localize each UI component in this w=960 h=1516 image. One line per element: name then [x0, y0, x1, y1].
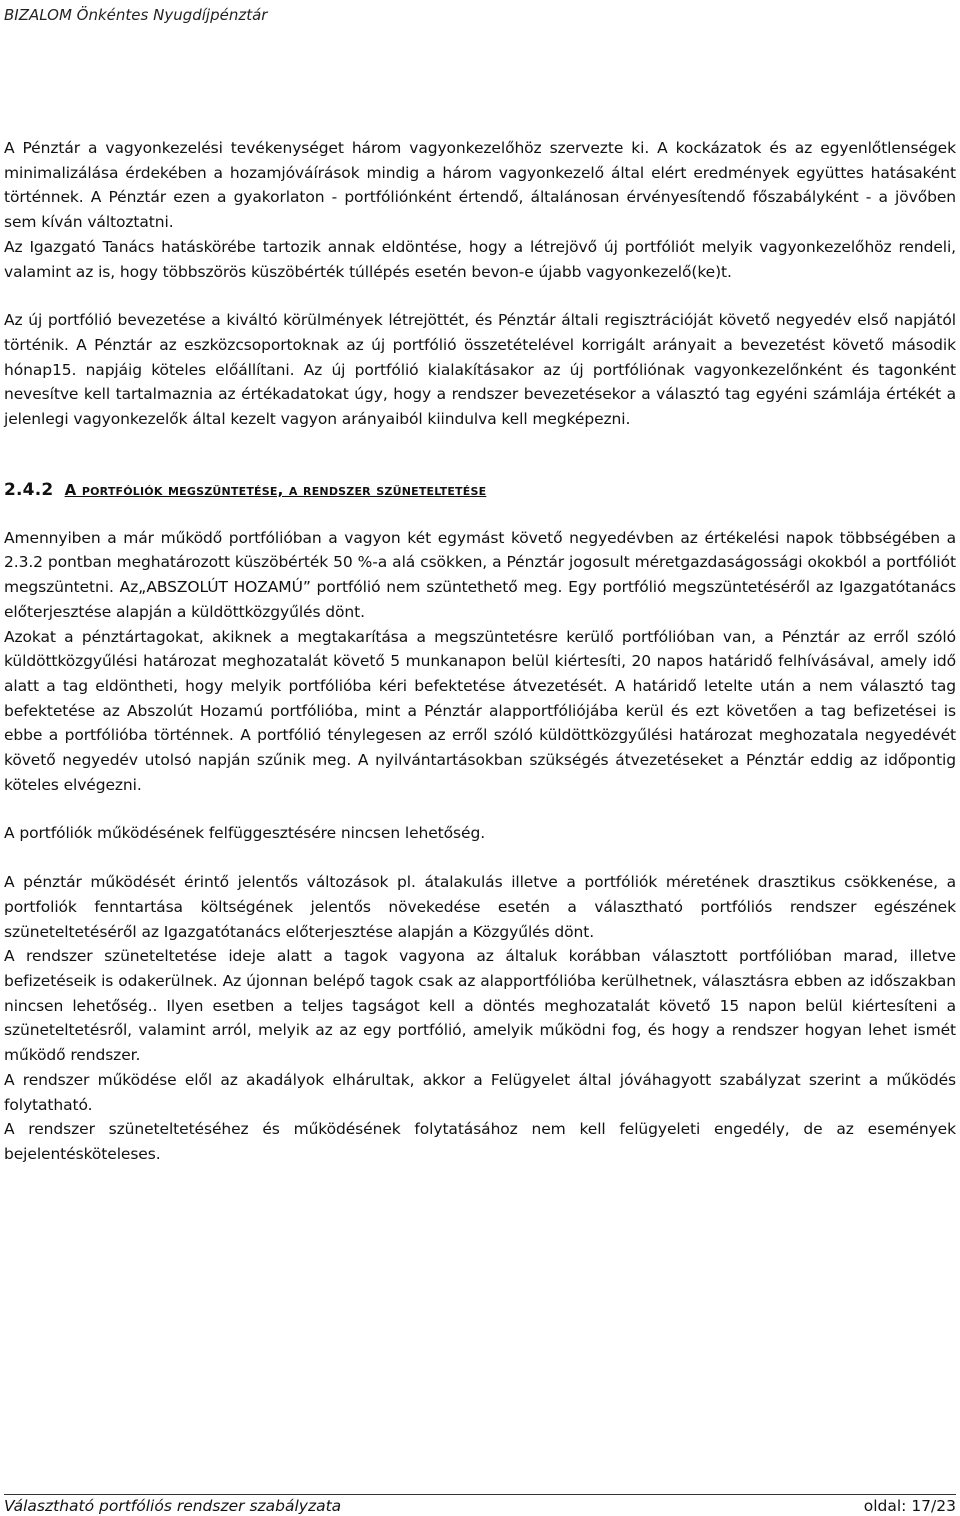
- paragraph: A portfóliók működésének felfüggesztésére nincsen lehetőség.: [4, 824, 486, 843]
- paragraph: A Pénztár a vagyonkezelési tevékenységet három vagyonkezelőhöz szervezte ki. A kockázatok és az egyenlőtlenségek minimalizálása érdekében a hozamjóváírások mindig a három vagyonkezelő által elért eredmények együttes hatásaként történnek. A Pénztár ezen a gyakorlaton - portfóliónként értendő, általánosan érvényesítendő főszabályként - a jövőben sem kíván változtatni.: [4, 139, 956, 232]
- paragraph: Az új portfólió bevezetése a kiváltó körülmények létrejöttét, és Pénztár általi regisztrációját követő negyedév első napjától történik. A Pénztár az eszközcsoportoknak az új portfólió összetételével korrigált arányait a bevezetést követő második hónap15. napjáig köteles előállítani. Az új portfólió kialakításakor az új portfóliónak vagyonkezelőnként és tagonként nevesítve kell tartalmaznia az értékadatokat úgy, hogy a rendszer bevezetésekor a választó tag egyéni számlája értékét a jelenlegi vagyonkezelők által kezelt vagyon arányaiból kiindulva kell megképezni.: [4, 311, 956, 429]
- paragraph: Amennyiben a már működő portfólióban a vagyon két egymást követő negyedévben az értékelési napok többségében a 2.3.2 pontban meghatározott küszöbérték 50 %-a alá csökken, a Pénztár jogosult méretgazdaságossági okokból a portfóliót megszüntetni. Az„ABSZOLÚT HOZAMÚ” portfólió nem szüntethető meg. Egy portfólió megszüntetéséről az Igazgatótanács előterjesztése alapján a küldöttközgyűlés dönt.: [4, 528, 956, 621]
- paragraph: A pénztár működését érintő jelentős változások pl. átalakulás illetve a portfóliók méretének drasztikus csökkenése, a portfoliók fenntartása költségének jelentős növekedése esetén a választható portfóliós rendszer egészének szüneteltetéséről az Igazgatótanács előterjesztése alapján a Közgyűlés dönt.: [4, 873, 956, 941]
- section-heading: [4, 478, 956, 502]
- document-body: [4, 136, 956, 1167]
- paragraph: Az Igazgató Tanács hatáskörébe tartozik annak eldöntése, hogy a létrejövő új portfóliót melyik vagyonkezelőhöz rendeli, valamint az is, hogy többszörös küszöbérték túllépés esetén bevon-e újabb vagyonkezelő(ke)t.: [4, 237, 956, 281]
- footer-page-number: oldal: 17/23: [863, 1497, 956, 1515]
- page-header: BIZALOM Önkéntes Nyugdíjpénztár: [4, 6, 268, 24]
- paragraph: A rendszer szüneteltetése ideje alatt a tagok vagyona az általuk korábban választott portfólióban marad, illetve befizetéseik is odakerülnek. Az újonnan belépő tagok csak az alapportfólióba kerülhetnek, választásra ebben az időszakban nincsen lehetőség.. Ilyen esetben a teljes tagságot kell a döntés meghozatalát követő 15 napon belül kiértesíteni a szüneteltetésről, valamint arról, melyik az az egy portfólió, amelyik működni fog, és hogy a rendszer hogyan lehet ismét működő rendszer.: [4, 947, 956, 1065]
- section-number: 2.4.2: [4, 479, 54, 500]
- paragraph: Azokat a pénztártagokat, akiknek a megtakarítása a megszüntetésre kerülő portfólióban van, a Pénztár az erről szóló küldöttközgyűlési határozat meghozatalát követő 5 munkanapon belül kiértesíti, 20 napos határidő felhívásával, amely idő alatt a tag eldöntheti, hogy melyik portfólióba kéri befektetése átvezetését. A határidő letelte után a nem választó tag befektetése az Abszolút Hozamú portfólióba, mint a Pénztár alapportfóliójába kerül és ezt követően a tag befizetései is ebbe a portfólióba történnek. A portfólió ténylegesen az erről szóló küldöttközgyűlési határozat meghozatala negyedévét követő negyedév utolsó napján szűnik meg. A nyilvántartásokban szükségés átvezetéseket a Pénztár eddig az időpontig köteles elvégezni.: [4, 627, 956, 794]
- footer-document-title: Választható portfóliós rendszer szabályzata: [4, 1497, 342, 1515]
- page-footer: [4, 1494, 956, 1515]
- section-title: A portfóliók megszüntetése, a rendszer szüneteltetése: [64, 480, 487, 499]
- paragraph: A rendszer működése elől az akadályok elhárultak, akkor a Felügyelet által jóváhagyott szabályzat szerint a működés folytatható.: [4, 1070, 956, 1114]
- paragraph: A rendszer szüneteltetéséhez és működésének folytatásához nem kell felügyeleti engedély, de az események bejelentésköteleses.: [4, 1120, 956, 1163]
